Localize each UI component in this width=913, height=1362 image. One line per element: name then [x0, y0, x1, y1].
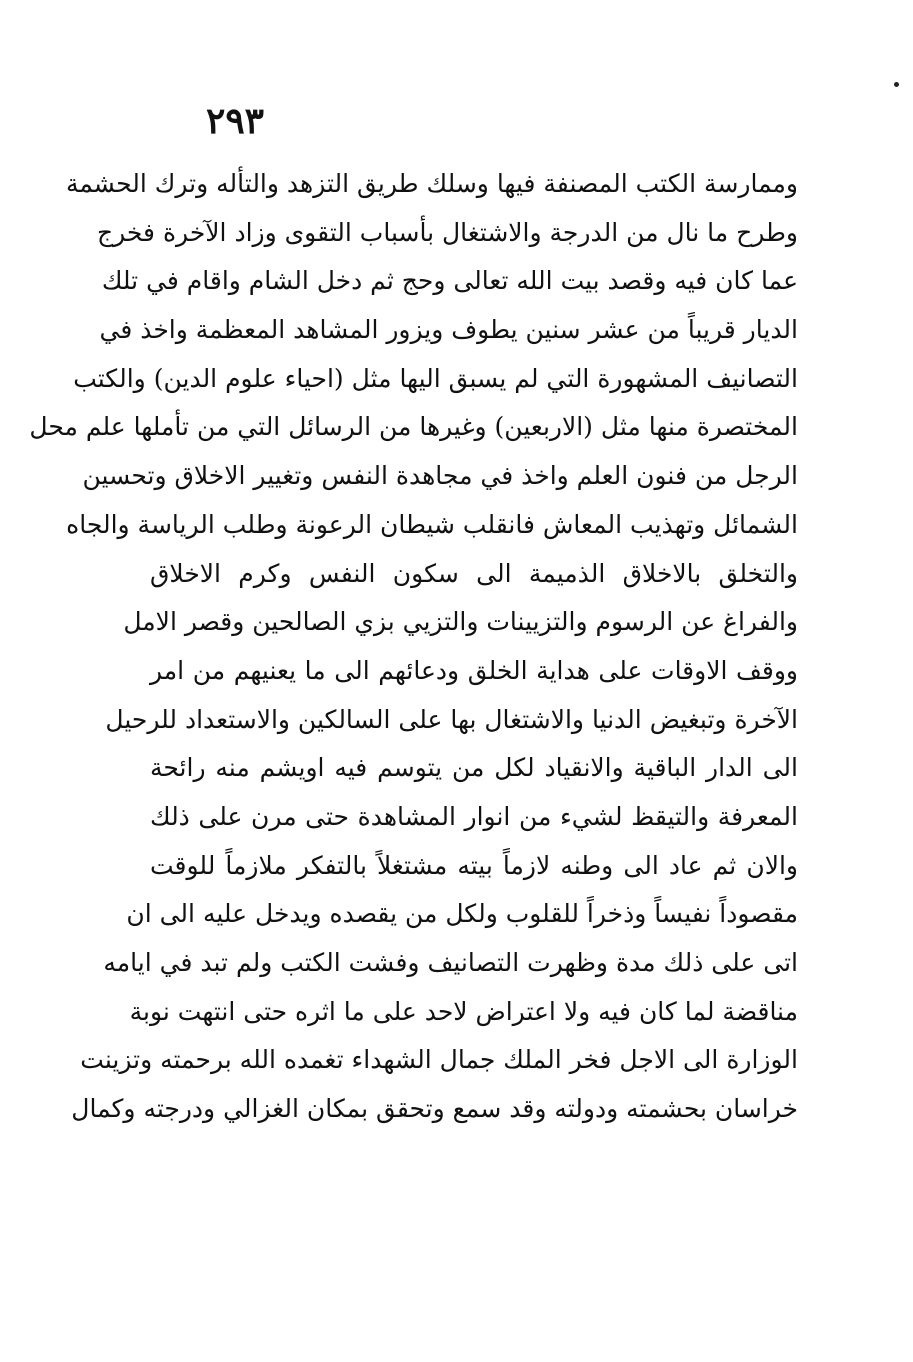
text-line-5: التصانيف المشهورة التي لم يسبق اليها مثل (احياء علوم الدين) والكتب [73, 363, 798, 393]
text-line-12: الآخرة وتبغيض الدنيا والاشتغال بها على السالكين والاستعداد للرحيل [105, 704, 798, 734]
text-line-8: الشمائل وتهذيب المعاش فانقلب شيطان الرعونة وطلب الرياسة والجاه [66, 509, 798, 539]
text-line-1: وممارسة الكتب المصنفة فيها وسلك طريق التزهد والتأله وترك الحشمة [65, 169, 798, 198]
text-line-20: خراسان بحشمته ودولته وقد سمع وتحقق بمكان الغزالي ودرجته وكمال [71, 1094, 798, 1124]
scan-speck [894, 82, 899, 87]
text-line-19: الوزارة الى الاجل فخر الملك جمال الشهداء تغمده الله برحمته وتزينت [80, 1045, 798, 1075]
text-line-3: عما كان فيه وقصد بيت الله تعالى وحج ثم دخل الشام واقام في تلك [101, 266, 798, 296]
page-number: ٢٩٣ [205, 100, 264, 142]
body-text [29, 160, 798, 1134]
text-line-7: الرجل من فنون العلم واخذ في مجاهدة النفس وتغيير الاخلاق وتحسين [82, 461, 798, 491]
text-line-10: والفراغ عن الرسوم والتزيينات والتزيي بزي الصالحين وقصر الامل [123, 607, 798, 637]
text-line-14: المعرفة والتيقظ لشيء من انوار المشاهدة حتى مرن على ذلك [150, 801, 798, 831]
text-line-13: الى الدار الباقية والانقياد لكل من يتوسم فيه اويشم منه رائحة [150, 753, 798, 783]
text-line-4: الديار قريباً من عشر سنين يطوف ويزور المشاهد المعظمة واخذ في [99, 315, 798, 345]
text-line-2: وطرح ما نال من الدرجة والاشتغال بأسباب التقوى وزاد الآخرة فخرج [96, 217, 798, 247]
text-line-11: ووقف الاوقات على هداية الخلق ودعائهم الى ما يعنيهم من امر [150, 655, 798, 685]
text-line-15: والان ثم عاد الى وطنه لازماً بيته مشتغلاً بالتفكر ملازماً للوقت [150, 850, 798, 880]
text-line-9: والتخلق بالاخلاق الذميمة الى سكون النفس وكرم الاخلاق [150, 558, 798, 588]
text-line-6: المختصرة منها مثل (الاربعين) وغيرها من الرسائل التي من تأملها علم محل [29, 412, 798, 442]
text-line-16: مقصوداً نفيساً وذخراً للقلوب ولكل من يقصده ويدخل عليه الى ان [126, 899, 798, 929]
text-line-17: اتى على ذلك مدة وظهرت التصانيف وفشت الكتب ولم تبد في ايامه [103, 948, 798, 977]
text-line-18: مناقضة لما كان فيه ولا اعتراض لاحد على ما اثره حتى انتهت نوبة [129, 996, 798, 1026]
